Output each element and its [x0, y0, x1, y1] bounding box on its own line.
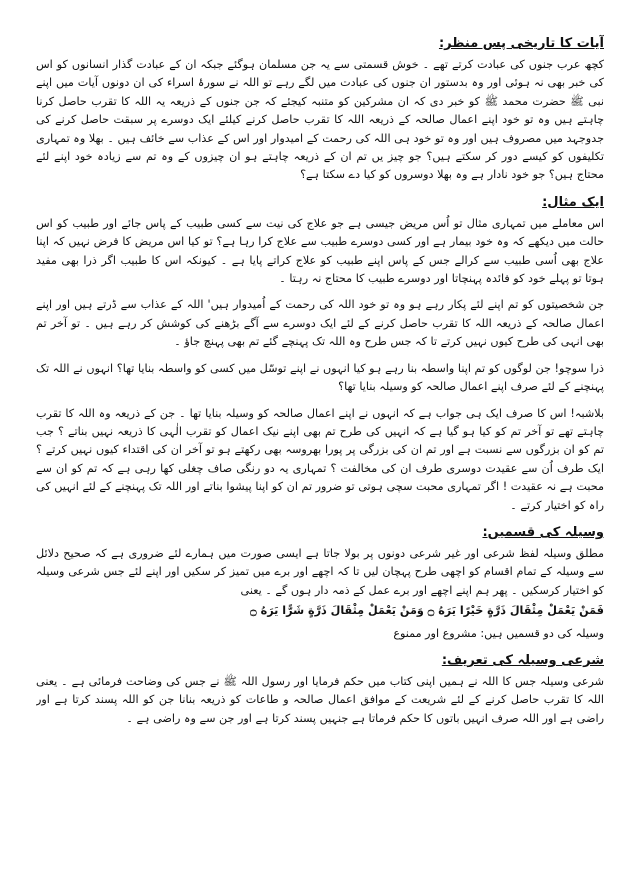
paragraph-types: مطلق وسیلہ لفظ شرعی اور غیر شرعی دونوں پر بولا جاتا ہے ایسی صورت میں ہمارے لئے ضروری ہے کہ صحیح دلائل سے وسیلہ کے تمام اقسام کو اچھی طرح پہچان لیں تا کہ اچھے اور برے میں تمیز کر سکیں اور اپنے لئے جس شرعی وسیلہ کو اختیار کرسکیں ۔ پھر ہم اپنے اچھے اور برے عمل کے ذمہ دار ہوں گے ۔ یعنی [36, 546, 604, 597]
document-page [36, 34, 604, 854]
paragraph-definition: شرعی وسیلہ جس کا اللہ نے ہمیں اپنی کتاب میں حکم فرمایا اور رسول اللہ ﷺ نے جس کی وضاحت فرمائی ہے ۔ یعنی اللہ کا تقرب حاصل کرنے کے لئے شریعت کے موافق اعمال صالحہ و طاعات کو ذریعہ بنانا جن کو اللہ پسند کرتا ہے اور راضی ہے اور اللہ صرف انہیں باتوں کا حکم فرماتا ہے جنہیں پسند کرتا ہے اور جن سے وہ راضی ہے ۔ [36, 674, 604, 725]
section-heading-definition: شرعی وسیلہ کی تعریف: [441, 652, 604, 668]
paragraph-example-2: جن شخصیتوں کو تم اپنے لئے پکار رہے ہو وہ تو خود اللہ کی رحمت کے اُمیدوار ہیں' اللہ کے عذاب سے ڈرتے ہیں اور اپنے اعمال صالحہ کے ذریعہ اللہ کا تقرب حاصل کرنے کے لئے ایک دوسرے سے آگے بڑھنے کی کوشش کر رہے ہیں ۔ تو آخر تم بھی انہی کی طرح کیوں نہیں کرتے تا کہ جس طرح وہ اللہ تک پہنچے گئے تم بھی پہنچ جاؤ ۔ [36, 298, 604, 349]
paragraph-example-1: اس معاملے میں تمہاری مثال تو اُس مریض جیسی ہے جو علاج کی نیت سے کسی طبیب کے پاس جائے اور طبیب کو اس حالت میں دیکھے کہ وہ خود بیمار ہے اور کسی دوسرے طبیب سے علاج کرا رہا ہے؟ تو کیا اس مریض کا فرض نہیں کہ اپنا علاج بھی اُسی طبیب سے کرالے جس کے پاس اپنے طبیب کو علاج کراتے پایا ہے ۔ کیونکہ اس کا طبیب اگر ذرا بھی مفید ہوتا تو پہلے خود کو فائدہ پہنچاتا اور دوسرے طبیب کا محتاج نہ رہتا ۔ [36, 216, 604, 286]
quran-verse: فَمَنْ يَعْمَلْ مِثْقَالَ ذَرَّةٍ خَيْرًا يَرَهُ ۝ وَمَنْ يَعْمَلْ مِثْقَالَ ذَرَّةٍ شَرًّا يَرَهُ ۝ [250, 604, 604, 618]
paragraph-example-3: ذرا سوچو! جن لوگوں کو تم اپنا واسطہ بنا رہے ہو کیا انہوں نے اپنے توسّل میں کسی کو واسطہ بنایا تھا؟ انہوں نے اللہ تک پہنچنے کے لئے صرف اپنے اعمال صالحہ کو وسیلہ بنایا تھا؟ [36, 361, 604, 394]
paragraph-background: کچھ عرب جنوں کی عبادت کرتے تھے ۔ خوش قسمتی سے یہ جن مسلمان ہوگئے جبکہ ان کے عبادت گذار انسانوں کو اس کی خبر بھی نہ ہوئی اور وہ بدستور ان جنوں کی عبادت میں لگے رہے تو اللہ نے سورۂ اسراء کی ان دونوں آیات میں اپنے نبی ﷺ حضرت محمد ﷺ کو خبر دی کہ ان مشرکین کو متنبہ کیجئے کہ جن جنوں کے ذریعہ یہ اللہ کا تقرب حاصل کرنا چاہتے ہیں وہ تو خود اپنے اعمال صالحہ کے ذریعہ اللہ کا تقرب حاصل کرنے کیلئے ایک دوسرے پر سبقت حاصل کرنے کی جدوجہد میں مصروف ہیں اور وہ تو خود ہی اللہ کی رحمت کے امیدوار اور اس کے عذاب سے خائف ہیں ۔ بھلا وہ تمہاری تکلیفوں کو کیسے دور کر سکتے ہیں؟ جو چیز یں تم ان کے ذریعہ چاہتے ہو ان چیزوں کے وہ تم سے زیادہ خود اپنے لئے محتاج ہیں؟ جو خود نادار ہے وہ بھلا دوسروں کو کیا دے سکتا ہے؟ [36, 58, 604, 182]
paragraph-types-list: وسیلہ کی دو قسمیں ہیں: مشروع اور ممنوع [393, 626, 604, 640]
paragraph-example-4: بلاشبہ! اس کا صرف ایک ہی جواب ہے کہ انہوں نے اپنے اعمال صالحہ کو وسیلہ بنایا تھا ۔ جن کے ذریعہ وہ اللہ کا تقرب چاہتے تھے تو آخر تم کو کیا ہو گیا ہے کہ انہیں کی طرح تم بھی اپنے نیک اعمال کو تقرب الٰہی کا ذریعہ نہیں بناتے ؟ جب تم کو ان بزرگوں سے نسبت ہے اور تم ان کی بزرگی پر پورا بھروسہ بھی رکھتے ہو تو آخر ان کی اقتداء کیوں نہیں کرتے ؟ ایک طرف اُن سے عقیدت دوسری طرف ان کی مخالفت ؟ تمہاری یہ دو رنگی صاف چغلی کھا رہی ہے کہ تم کو ان سے محبت ہے نہ عقیدت ! اگر تمہاری محبت سچی ہوتی تو ضرور تم ان کو اپنا پیشوا بناتے اور اللہ تک پہنچنے کے لئے انہیں کی راہ کو اختیار کرتے ۔ [36, 406, 604, 512]
section-heading-types: وسیلہ کی قسمیں: [482, 524, 604, 540]
section-heading-background: آیات کا تاریخی پس منظر: [438, 36, 604, 51]
section-heading-example: ایک مثال: [542, 194, 604, 210]
